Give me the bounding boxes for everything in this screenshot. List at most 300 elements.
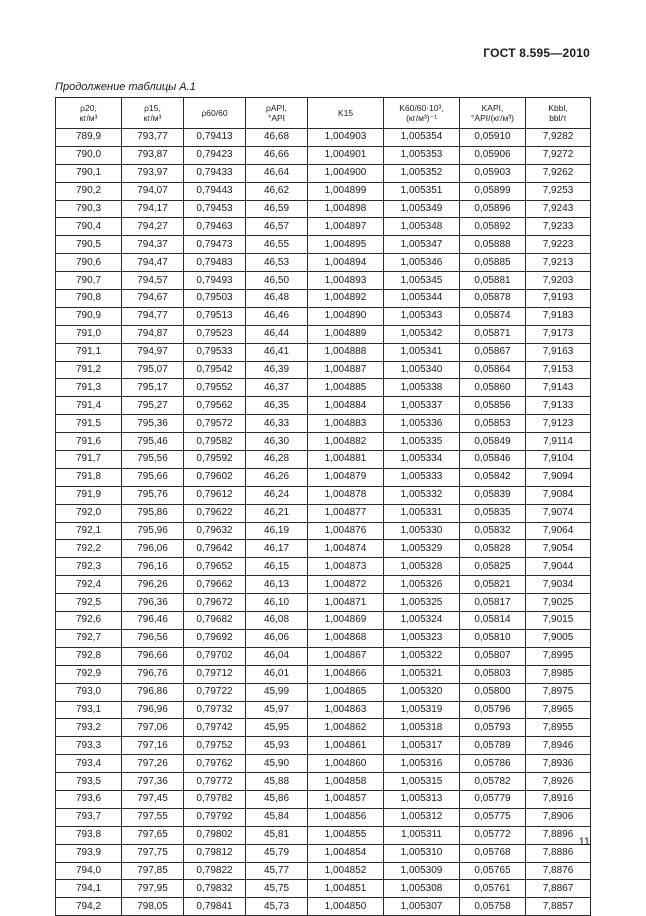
table-cell: 0,79662 xyxy=(184,576,246,594)
table-cell: 0,79712 xyxy=(184,665,246,683)
table-cell: 796,46 xyxy=(122,612,184,630)
table-row xyxy=(56,612,591,630)
table-cell: 7,9203 xyxy=(526,272,591,290)
table-cell: 1,004862 xyxy=(308,719,384,737)
table-cell: 1,005325 xyxy=(384,594,460,612)
table-cell: 1,004887 xyxy=(308,361,384,379)
table-cell: 46,48 xyxy=(246,290,308,308)
table-cell: 1,004874 xyxy=(308,540,384,558)
table-cell: 1,005316 xyxy=(384,755,460,773)
table-cell: 45,90 xyxy=(246,755,308,773)
table-cell: 7,8936 xyxy=(526,755,591,773)
table-cell: 1,004890 xyxy=(308,307,384,325)
table-cell: 798,05 xyxy=(122,898,184,916)
table-cell: 1,005320 xyxy=(384,683,460,701)
table-cell: 7,8857 xyxy=(526,898,591,916)
table-cell: 46,30 xyxy=(246,433,308,451)
table-cell: 0,05853 xyxy=(460,415,526,433)
table-cell: 0,79562 xyxy=(184,397,246,415)
table-cell: 792,2 xyxy=(56,540,122,558)
table-cell: 0,79742 xyxy=(184,719,246,737)
table-cell: 795,66 xyxy=(122,468,184,486)
table-cell: 1,005324 xyxy=(384,612,460,630)
table-cell: 7,8965 xyxy=(526,701,591,719)
column-header xyxy=(122,98,184,129)
table-row xyxy=(56,451,591,469)
table-cell: 0,79782 xyxy=(184,790,246,808)
table-cell: 45,97 xyxy=(246,701,308,719)
table-cell: 1,005336 xyxy=(384,415,460,433)
table-cell: 0,05867 xyxy=(460,343,526,361)
column-unit: кг/м³ xyxy=(143,113,162,123)
column-symbol: Kbbl, xyxy=(548,103,568,113)
table-cell: 1,004852 xyxy=(308,862,384,880)
table-row xyxy=(56,683,591,701)
table-cell: 0,05821 xyxy=(460,576,526,594)
table-cell: 790,3 xyxy=(56,200,122,218)
table-cell: 1,005329 xyxy=(384,540,460,558)
table-cell: 1,004877 xyxy=(308,504,384,522)
table-row xyxy=(56,665,591,683)
table-cell: 797,16 xyxy=(122,737,184,755)
table-cell: 794,17 xyxy=(122,200,184,218)
table-cell: 790,8 xyxy=(56,290,122,308)
table-cell: 1,004882 xyxy=(308,433,384,451)
table-cell: 7,8906 xyxy=(526,808,591,826)
table-cell: 0,05782 xyxy=(460,773,526,791)
table-row xyxy=(56,254,591,272)
table-cell: 1,004888 xyxy=(308,343,384,361)
table-row xyxy=(56,182,591,200)
table-cell: 1,005347 xyxy=(384,236,460,254)
table-cell: 1,004851 xyxy=(308,880,384,898)
table-cell: 790,1 xyxy=(56,164,122,182)
table-cell: 1,005340 xyxy=(384,361,460,379)
table-caption: Продолжение таблицы А.1 xyxy=(55,81,196,93)
table-cell: 0,79473 xyxy=(184,236,246,254)
table-cell: 0,79523 xyxy=(184,325,246,343)
table-cell: 796,56 xyxy=(122,629,184,647)
table-cell: 796,76 xyxy=(122,665,184,683)
column-unit: (кг/м³)⁻¹ xyxy=(406,113,437,123)
table-cell: 0,05772 xyxy=(460,826,526,844)
column-symbol: ρAPI, xyxy=(266,103,287,113)
table-row xyxy=(56,164,591,182)
table-row xyxy=(56,486,591,504)
table-cell: 0,05817 xyxy=(460,594,526,612)
table-cell: 46,01 xyxy=(246,665,308,683)
table-cell: 7,9015 xyxy=(526,612,591,630)
table-cell: 1,005330 xyxy=(384,522,460,540)
table-cell: 1,004889 xyxy=(308,325,384,343)
table-row xyxy=(56,361,591,379)
table-cell: 795,86 xyxy=(122,504,184,522)
table-cell: 0,05825 xyxy=(460,558,526,576)
table-cell: 46,04 xyxy=(246,647,308,665)
table-cell: 46,35 xyxy=(246,397,308,415)
table-cell: 790,4 xyxy=(56,218,122,236)
table-cell: 7,9243 xyxy=(526,200,591,218)
table-row xyxy=(56,826,591,844)
table-cell: 0,79832 xyxy=(184,880,246,898)
table-cell: 0,05864 xyxy=(460,361,526,379)
table-cell: 46,10 xyxy=(246,594,308,612)
table-cell: 1,005313 xyxy=(384,790,460,808)
table-cell: 0,79652 xyxy=(184,558,246,576)
table-cell: 792,3 xyxy=(56,558,122,576)
table-cell: 0,79672 xyxy=(184,594,246,612)
table-cell: 793,5 xyxy=(56,773,122,791)
table-cell: 7,9005 xyxy=(526,629,591,647)
table-cell: 0,05800 xyxy=(460,683,526,701)
table-cell: 1,004879 xyxy=(308,468,384,486)
table-cell: 0,79792 xyxy=(184,808,246,826)
table-cell: 7,9163 xyxy=(526,343,591,361)
table-cell: 794,07 xyxy=(122,182,184,200)
table-cell: 1,005335 xyxy=(384,433,460,451)
table-cell: 793,7 xyxy=(56,808,122,826)
table-cell: 796,66 xyxy=(122,647,184,665)
table-cell: 792,0 xyxy=(56,504,122,522)
table-cell: 7,9253 xyxy=(526,182,591,200)
table-cell: 1,004901 xyxy=(308,146,384,164)
table-row xyxy=(56,415,591,433)
table-cell: 1,004868 xyxy=(308,629,384,647)
table-cell: 792,5 xyxy=(56,594,122,612)
table-cell: 0,05892 xyxy=(460,218,526,236)
table-cell: 0,05910 xyxy=(460,129,526,147)
table-row xyxy=(56,790,591,808)
column-symbol: ρ20, xyxy=(80,103,97,113)
table-cell: 46,59 xyxy=(246,200,308,218)
table-cell: 7,9193 xyxy=(526,290,591,308)
table-cell: 0,79572 xyxy=(184,415,246,433)
table-cell: 1,005331 xyxy=(384,504,460,522)
table-cell: 0,05768 xyxy=(460,844,526,862)
table-cell: 0,05775 xyxy=(460,808,526,826)
column-unit: bbl/т xyxy=(549,113,567,123)
table-cell: 46,55 xyxy=(246,236,308,254)
table-cell: 1,004872 xyxy=(308,576,384,594)
table-cell: 0,79841 xyxy=(184,898,246,916)
table-cell: 0,05903 xyxy=(460,164,526,182)
table-cell: 45,99 xyxy=(246,683,308,701)
table-cell: 1,004883 xyxy=(308,415,384,433)
table-cell: 1,004855 xyxy=(308,826,384,844)
table-cell: 7,9104 xyxy=(526,451,591,469)
table-cell: 797,75 xyxy=(122,844,184,862)
table-cell: 796,26 xyxy=(122,576,184,594)
table-cell: 0,79612 xyxy=(184,486,246,504)
table-cell: 0,05906 xyxy=(460,146,526,164)
table-cell: 793,4 xyxy=(56,755,122,773)
table-cell: 0,05860 xyxy=(460,379,526,397)
table-cell: 1,005328 xyxy=(384,558,460,576)
table-cell: 0,79722 xyxy=(184,683,246,701)
table-cell: 1,004871 xyxy=(308,594,384,612)
table-cell: 792,4 xyxy=(56,576,122,594)
table-row xyxy=(56,755,591,773)
table-cell: 794,77 xyxy=(122,307,184,325)
table-cell: 793,3 xyxy=(56,737,122,755)
table-row xyxy=(56,325,591,343)
table-cell: 7,9262 xyxy=(526,164,591,182)
table-cell: 797,26 xyxy=(122,755,184,773)
table-cell: 46,06 xyxy=(246,629,308,647)
table-cell: 0,79752 xyxy=(184,737,246,755)
table-cell: 7,9223 xyxy=(526,236,591,254)
table-cell: 794,2 xyxy=(56,898,122,916)
table-row xyxy=(56,737,591,755)
table-cell: 1,004892 xyxy=(308,290,384,308)
table-cell: 46,66 xyxy=(246,146,308,164)
table-cell: 0,79642 xyxy=(184,540,246,558)
table-cell: 0,79702 xyxy=(184,647,246,665)
column-symbol: ρ15, xyxy=(144,103,161,113)
table-cell: 0,05888 xyxy=(460,236,526,254)
table-cell: 0,79533 xyxy=(184,343,246,361)
table-cell: 0,79503 xyxy=(184,290,246,308)
table-cell: 791,4 xyxy=(56,397,122,415)
table-cell: 1,004861 xyxy=(308,737,384,755)
table-cell: 7,8876 xyxy=(526,862,591,880)
table-cell: 1,004900 xyxy=(308,164,384,182)
column-unit: °API xyxy=(267,113,286,123)
table-cell: 0,05878 xyxy=(460,290,526,308)
table-cell: 789,9 xyxy=(56,129,122,147)
table-cell: 0,79602 xyxy=(184,468,246,486)
table-cell: 1,004873 xyxy=(308,558,384,576)
table-cell: 7,8867 xyxy=(526,880,591,898)
table-cell: 1,004866 xyxy=(308,665,384,683)
table-cell: 791,2 xyxy=(56,361,122,379)
table-cell: 792,1 xyxy=(56,522,122,540)
table-cell: 0,05832 xyxy=(460,522,526,540)
table-row xyxy=(56,647,591,665)
table-cell: 791,3 xyxy=(56,379,122,397)
table-cell: 0,05803 xyxy=(460,665,526,683)
table-cell: 0,79513 xyxy=(184,307,246,325)
table-cell: 7,9084 xyxy=(526,486,591,504)
table-cell: 1,004869 xyxy=(308,612,384,630)
table-cell: 0,05835 xyxy=(460,504,526,522)
table-cell: 46,33 xyxy=(246,415,308,433)
table-cell: 0,79592 xyxy=(184,451,246,469)
table-row xyxy=(56,773,591,791)
column-symbol: K15 xyxy=(337,108,354,118)
table-cell: 0,79493 xyxy=(184,272,246,290)
column-header xyxy=(56,98,122,129)
table-cell: 1,005321 xyxy=(384,665,460,683)
table-row xyxy=(56,558,591,576)
table-cell: 45,95 xyxy=(246,719,308,737)
table-cell: 793,97 xyxy=(122,164,184,182)
table-cell: 0,79692 xyxy=(184,629,246,647)
table-cell: 796,86 xyxy=(122,683,184,701)
table-cell: 7,9034 xyxy=(526,576,591,594)
table-cell: 7,9074 xyxy=(526,504,591,522)
table-cell: 792,8 xyxy=(56,647,122,665)
table-cell: 1,004885 xyxy=(308,379,384,397)
table-cell: 1,004898 xyxy=(308,200,384,218)
table-row xyxy=(56,218,591,236)
table-cell: 46,13 xyxy=(246,576,308,594)
table-row xyxy=(56,522,591,540)
table-cell: 7,9183 xyxy=(526,307,591,325)
table-row xyxy=(56,540,591,558)
table-cell: 1,005312 xyxy=(384,808,460,826)
table-cell: 46,53 xyxy=(246,254,308,272)
table-cell: 1,004854 xyxy=(308,844,384,862)
table-cell: 797,55 xyxy=(122,808,184,826)
column-header xyxy=(308,98,384,129)
table-cell: 1,004865 xyxy=(308,683,384,701)
table-cell: 7,8985 xyxy=(526,665,591,683)
table-cell: 1,005333 xyxy=(384,468,460,486)
table-cell: 0,05856 xyxy=(460,397,526,415)
table-cell: 1,004860 xyxy=(308,755,384,773)
table-cell: 795,46 xyxy=(122,433,184,451)
table-cell: 1,005311 xyxy=(384,826,460,844)
table-cell: 795,56 xyxy=(122,451,184,469)
table-cell: 790,0 xyxy=(56,146,122,164)
table-row xyxy=(56,433,591,451)
column-header xyxy=(184,98,246,129)
table-cell: 797,65 xyxy=(122,826,184,844)
table-cell: 1,004856 xyxy=(308,808,384,826)
table-cell: 1,005353 xyxy=(384,146,460,164)
table-cell: 1,005307 xyxy=(384,898,460,916)
table-cell: 1,004878 xyxy=(308,486,384,504)
table-cell: 794,87 xyxy=(122,325,184,343)
table-cell: 45,73 xyxy=(246,898,308,916)
column-header xyxy=(526,98,591,129)
table-row xyxy=(56,880,591,898)
table-cell: 794,67 xyxy=(122,290,184,308)
table-cell: 0,79822 xyxy=(184,862,246,880)
table-cell: 1,005310 xyxy=(384,844,460,862)
table-cell: 790,6 xyxy=(56,254,122,272)
table-cell: 7,9054 xyxy=(526,540,591,558)
table-cell: 0,79453 xyxy=(184,200,246,218)
table-cell: 1,005318 xyxy=(384,719,460,737)
table-cell: 45,81 xyxy=(246,826,308,844)
table-cell: 1,005342 xyxy=(384,325,460,343)
table-row xyxy=(56,576,591,594)
table-cell: 0,79762 xyxy=(184,755,246,773)
table-cell: 46,26 xyxy=(246,468,308,486)
table-cell: 1,004884 xyxy=(308,397,384,415)
table-cell: 790,5 xyxy=(56,236,122,254)
table-cell: 0,05796 xyxy=(460,701,526,719)
table-cell: 1,004876 xyxy=(308,522,384,540)
table-cell: 0,05810 xyxy=(460,629,526,647)
table-cell: 790,2 xyxy=(56,182,122,200)
table-cell: 1,005338 xyxy=(384,379,460,397)
table-cell: 794,0 xyxy=(56,862,122,880)
table-cell: 792,6 xyxy=(56,612,122,630)
table-cell: 7,9282 xyxy=(526,129,591,147)
table-cell: 794,97 xyxy=(122,343,184,361)
table-cell: 7,9044 xyxy=(526,558,591,576)
table-cell: 46,21 xyxy=(246,504,308,522)
table-cell: 791,6 xyxy=(56,433,122,451)
table-cell: 45,77 xyxy=(246,862,308,880)
table-cell: 795,07 xyxy=(122,361,184,379)
table-header-row xyxy=(56,98,591,129)
table-cell: 0,05874 xyxy=(460,307,526,325)
table-cell: 0,79682 xyxy=(184,612,246,630)
table-cell: 794,57 xyxy=(122,272,184,290)
table-cell: 7,9213 xyxy=(526,254,591,272)
table-cell: 0,05765 xyxy=(460,862,526,880)
table-row xyxy=(56,397,591,415)
table-cell: 0,05899 xyxy=(460,182,526,200)
table-cell: 7,8946 xyxy=(526,737,591,755)
table-cell: 46,57 xyxy=(246,218,308,236)
table-cell: 7,8926 xyxy=(526,773,591,791)
table-cell: 797,95 xyxy=(122,880,184,898)
table-row xyxy=(56,343,591,361)
table-cell: 7,8896 xyxy=(526,826,591,844)
table-cell: 7,8975 xyxy=(526,683,591,701)
table-cell: 1,005346 xyxy=(384,254,460,272)
table-cell: 795,36 xyxy=(122,415,184,433)
table-cell: 791,9 xyxy=(56,486,122,504)
table-cell: 46,44 xyxy=(246,325,308,343)
table-cell: 7,9143 xyxy=(526,379,591,397)
page-number: 11 xyxy=(578,836,590,848)
column-unit: °API/(кг/м³) xyxy=(471,113,514,123)
table-cell: 46,19 xyxy=(246,522,308,540)
table-cell: 797,06 xyxy=(122,719,184,737)
table-cell: 7,8916 xyxy=(526,790,591,808)
table-row xyxy=(56,129,591,147)
table-cell: 0,05779 xyxy=(460,790,526,808)
table-row xyxy=(56,307,591,325)
table-row xyxy=(56,236,591,254)
table-cell: 793,77 xyxy=(122,129,184,147)
table-cell: 0,79812 xyxy=(184,844,246,862)
data-table xyxy=(55,97,591,916)
table-cell: 46,50 xyxy=(246,272,308,290)
table-row xyxy=(56,844,591,862)
table-body xyxy=(56,129,591,916)
table-cell: 7,9233 xyxy=(526,218,591,236)
table-cell: 0,05758 xyxy=(460,898,526,916)
table-cell: 1,005332 xyxy=(384,486,460,504)
table-row xyxy=(56,290,591,308)
table-row xyxy=(56,594,591,612)
table-cell: 0,79413 xyxy=(184,129,246,147)
table-cell: 0,79772 xyxy=(184,773,246,791)
table-cell: 46,15 xyxy=(246,558,308,576)
table-cell: 0,05807 xyxy=(460,647,526,665)
table-cell: 1,005351 xyxy=(384,182,460,200)
table-cell: 1,005309 xyxy=(384,862,460,880)
table-row xyxy=(56,468,591,486)
table-cell: 791,8 xyxy=(56,468,122,486)
table-cell: 1,005337 xyxy=(384,397,460,415)
table-cell: 45,79 xyxy=(246,844,308,862)
table-cell: 0,79483 xyxy=(184,254,246,272)
table-cell: 0,79433 xyxy=(184,164,246,182)
table-cell: 0,05786 xyxy=(460,755,526,773)
table-cell: 0,05881 xyxy=(460,272,526,290)
table-cell: 0,05871 xyxy=(460,325,526,343)
table-cell: 1,005315 xyxy=(384,773,460,791)
column-header xyxy=(246,98,308,129)
